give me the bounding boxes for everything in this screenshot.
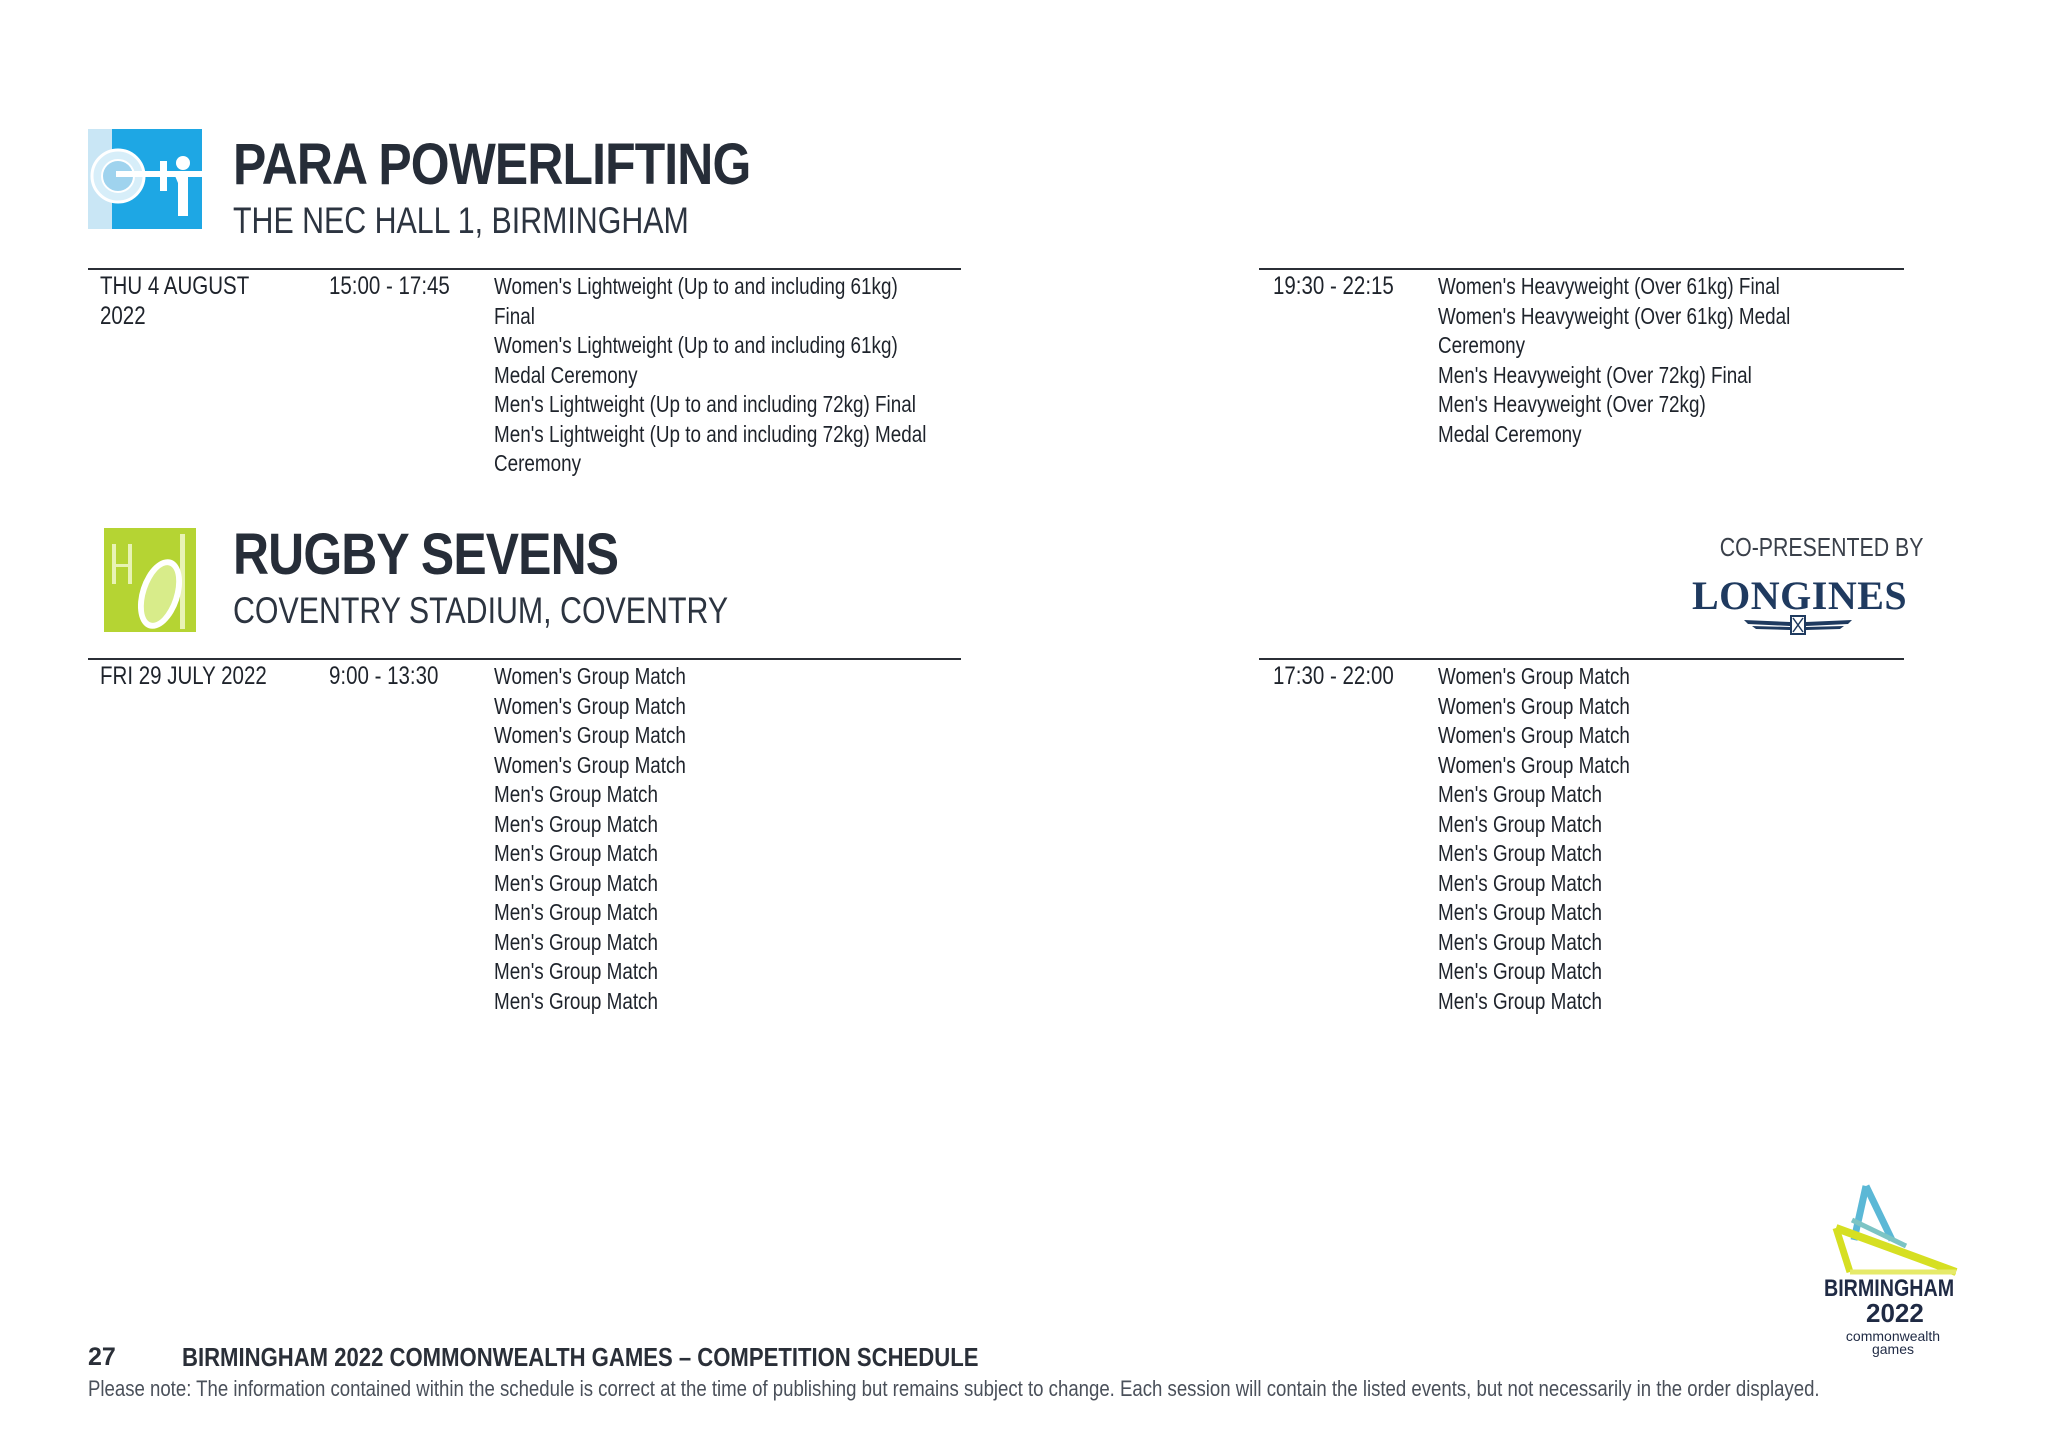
event-item: Women's Lightweight (Up to and including 61kg) [494,273,898,299]
event-item: Men's Group Match [1438,987,1602,1014]
event-item: Men's Group Match [494,869,658,896]
footer-note: Please note: The information contained within the schedule is correct at the time of publishing but remains subject to change. Each session will contain the listed events, but not necessarily in the order displayed. [88,1376,1820,1401]
divider-left [88,268,961,270]
session-date [100,662,267,692]
session-date [100,272,249,331]
logo-line-2: games [1871,1341,1915,1357]
divider-left [88,658,961,660]
event-item: Women's Heavyweight (Over 61kg) Medal [1438,302,1791,329]
session-time: 19:30 - 22:15 [1273,272,1394,300]
section-venue: COVENTRY STADIUM, COVENTRY [233,590,729,631]
event-item: Men's Group Match [1438,928,1602,955]
event-item: Women's Group Match [494,663,686,689]
event-item: Women's Group Match [494,722,686,748]
event-item: Men's Group Match [1438,781,1602,807]
session-time: 9:00 - 13:30 [329,662,439,690]
date-line: THU 4 AUGUST [100,272,250,300]
section-title: PARA POWERLIFTING [233,132,751,197]
logo-year: 2022 [1866,1298,1924,1328]
event-item: Men's Heavyweight (Over 72kg) [1438,391,1706,417]
event-item: Men's Group Match [494,899,658,925]
session-events [1438,662,1630,1016]
section-venue: THE NEC HALL 1, BIRMINGHAM [233,200,689,241]
event-item: Women's Group Match [1438,751,1630,778]
session-events [1438,272,1790,449]
event-item: Men's Group Match [1438,810,1602,837]
session-events [494,272,926,479]
event-item: Women's Lightweight (Up to and including 61kg) [494,332,898,358]
event-item: Medal Ceremony [494,361,638,388]
event-item: Women's Group Match [1438,663,1630,689]
event-item: Men's Group Match [494,958,658,984]
session-time: 17:30 - 22:00 [1273,662,1394,690]
event-item: Men's Group Match [1438,958,1602,984]
event-item: Women's Group Match [1438,722,1630,748]
event-item: Men's Group Match [494,987,658,1014]
event-item: Men's Group Match [1438,869,1602,896]
event-item: Women's Heavyweight (Over 61kg) Final [1438,273,1780,299]
event-item: Men's Lightweight (Up to and including 72kg) Final [494,391,916,417]
co-presented-label: CO-PRESENTED BY [1719,532,1923,562]
event-item: Men's Group Match [1438,840,1602,866]
section-title: RUGBY SEVENS [233,522,619,587]
event-item: Women's Group Match [1438,692,1630,719]
longines-wordmark: LONGINES [1692,573,1908,618]
event-item: Men's Group Match [494,928,658,955]
page-number: 27 [88,1343,116,1371]
footer-title: BIRMINGHAM 2022 COMMONWEALTH GAMES – COMPETITION SCHEDULE [182,1342,979,1372]
date-line: 2022 [100,301,146,330]
event-item: Men's Group Match [1438,899,1602,925]
event-item: Women's Group Match [494,692,686,719]
event-item: Women's Group Match [494,751,686,778]
date-line: FRI 29 JULY 2022 [100,662,267,690]
event-item: Men's Group Match [494,840,658,866]
logo-line-1: commonwealth [1845,1328,1941,1344]
event-item: Medal Ceremony [1438,420,1582,447]
logo-city: BIRMINGHAM [1824,1275,1955,1302]
divider-right [1259,268,1904,270]
rugby-icon [100,524,200,636]
session-time: 15:00 - 17:45 [329,272,450,300]
event-item: Men's Group Match [494,781,658,807]
powerlifting-icon [88,121,206,239]
event-item: Men's Heavyweight (Over 72kg) Final [1438,361,1752,388]
session-events [494,662,686,1016]
event-item: Ceremony [1438,332,1526,358]
event-item: Final [494,302,535,329]
logo-commonwealth-games [1838,1330,1948,1356]
event-item: Men's Lightweight (Up to and including 72kg) Medal [494,420,927,447]
event-item: Ceremony [494,450,582,476]
event-item: Men's Group Match [494,810,658,837]
divider-right [1259,658,1904,660]
winged-hourglass-icon [1742,614,1854,636]
